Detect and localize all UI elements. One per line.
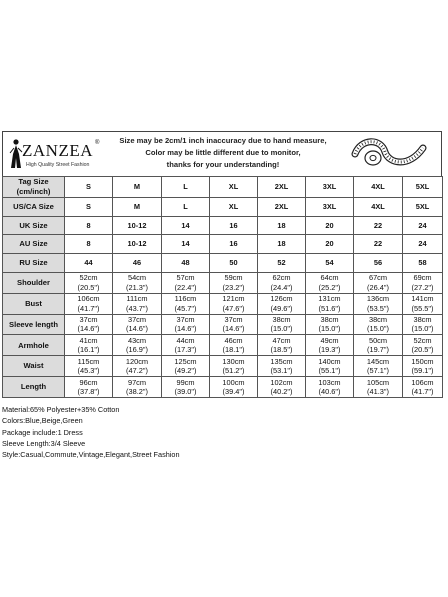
size-chart-table	[2, 176, 443, 398]
measure-cm: 96cm	[79, 377, 98, 387]
table-cell	[403, 314, 443, 335]
table-cell	[113, 356, 162, 377]
table-cell: 16	[210, 216, 258, 235]
size-column-header: 3XL	[306, 177, 354, 198]
measure-cm: 130cm	[222, 356, 245, 366]
measure-inch: (40.6")	[318, 387, 341, 397]
table-cell	[210, 272, 258, 293]
table-cell	[403, 335, 443, 356]
table-row	[3, 377, 443, 398]
measure-cm: 106cm	[411, 377, 434, 387]
table-cell	[162, 293, 210, 314]
table-cell	[354, 314, 403, 335]
table-cell: 56	[354, 254, 403, 273]
table-cell	[65, 314, 113, 335]
measure-inch: (15.0")	[411, 324, 434, 334]
table-cell	[258, 293, 306, 314]
measure-cm: 106cm	[77, 294, 100, 304]
table-cell	[65, 377, 113, 398]
table-cell	[65, 356, 113, 377]
table-row	[3, 197, 443, 216]
table-cell	[162, 377, 210, 398]
measure-cm: 97cm	[127, 377, 147, 387]
row-label: Bust	[3, 293, 65, 314]
table-cell	[65, 335, 113, 356]
table-cell	[65, 272, 113, 293]
measure-inch: (55.5")	[411, 303, 434, 313]
measure-cm: 126cm	[270, 294, 293, 304]
table-cell: 22	[354, 216, 403, 235]
table-cell	[210, 356, 258, 377]
table-cell: 14	[162, 216, 210, 235]
measure-cm: 57cm	[176, 273, 195, 283]
table-cell	[65, 293, 113, 314]
measure-inch: (39.4")	[222, 387, 245, 397]
table-cell	[162, 356, 210, 377]
table-cell	[162, 314, 210, 335]
measure-cm: 37cm	[176, 314, 195, 324]
table-cell: 24	[403, 216, 443, 235]
measure-inch: (39.0")	[174, 387, 197, 397]
measure-cm: 38cm	[272, 314, 291, 324]
table-cell	[258, 377, 306, 398]
measure-inch: (41.7")	[411, 387, 434, 397]
brand-name: ZANZEA	[22, 141, 93, 160]
measure-cm: 37cm	[79, 314, 98, 324]
table-cell: 22	[354, 235, 403, 254]
table-cell	[354, 356, 403, 377]
measure-cm: 103cm	[318, 377, 341, 387]
table-cell	[306, 314, 354, 335]
table-cell: 18	[258, 216, 306, 235]
size-column-header: L	[162, 177, 210, 198]
measure-inch: (37.8")	[77, 387, 100, 397]
table-cell: 16	[210, 235, 258, 254]
size-column-header: S	[65, 177, 113, 198]
table-cell: 20	[306, 235, 354, 254]
table-cell	[210, 377, 258, 398]
table-cell: 2XL	[258, 197, 306, 216]
measure-inch: (14.6")	[174, 324, 197, 334]
measure-cm: 37cm	[224, 314, 243, 324]
measure-inch: (47.6")	[222, 303, 245, 313]
measure-inch: (21.3")	[126, 282, 148, 292]
spec-style: Style:Casual,Commute,Vintage,Elegant,Street Fashion	[2, 450, 180, 460]
row-label: US/CA Size	[3, 197, 65, 216]
table-cell	[403, 293, 443, 314]
measure-cm: 50cm	[368, 335, 388, 345]
product-specs	[2, 404, 180, 460]
measure-cm: 52cm	[79, 273, 98, 283]
table-cell	[403, 377, 443, 398]
measure-cm: 64cm	[320, 273, 339, 283]
measure-inch: (14.6")	[126, 324, 148, 334]
table-cell	[113, 377, 162, 398]
table-cell	[210, 314, 258, 335]
measure-inch: (38.2")	[126, 387, 148, 397]
spec-package: Package include:1 Dress	[2, 427, 83, 437]
table-row	[3, 272, 443, 293]
table-cell	[403, 356, 443, 377]
table-cell: 10-12	[113, 216, 162, 235]
notice-line-1: Size may be 2cm/1 inch inaccuracy due to hand measure,	[119, 136, 327, 145]
measure-inch: (49.6")	[270, 303, 293, 313]
table-cell	[258, 272, 306, 293]
measure-inch: (41.3")	[367, 387, 389, 397]
measure-inch: (45.3")	[77, 366, 100, 376]
table-cell	[354, 293, 403, 314]
measure-cm: 111cm	[126, 294, 148, 304]
table-cell	[258, 335, 306, 356]
size-column-header: 5XL	[403, 177, 443, 198]
table-cell	[306, 377, 354, 398]
table-cell: 5XL	[403, 197, 443, 216]
measure-inch: (18.1")	[222, 345, 245, 355]
brand-logo	[9, 136, 105, 174]
brand-tagline: High Quality Street Fashion	[26, 162, 90, 168]
measure-inch: (26.4")	[367, 282, 389, 292]
measure-inch: (15.0")	[318, 324, 341, 334]
measure-cm: 46cm	[224, 335, 243, 345]
measure-cm: 145cm	[366, 356, 390, 366]
table-cell: 8	[65, 235, 113, 254]
table-row	[3, 235, 443, 254]
measure-cm: 38cm	[320, 314, 339, 324]
table-cell: 20	[306, 216, 354, 235]
row-label: AU Size	[3, 235, 65, 254]
row-label: Waist	[3, 356, 65, 377]
registered-mark: ®	[95, 140, 100, 146]
table-cell: 54	[306, 254, 354, 273]
measure-inch: (24.4")	[270, 282, 293, 292]
measure-inch: (53.5")	[367, 303, 389, 313]
table-cell: 44	[65, 254, 113, 273]
row-label: Sleeve length	[3, 314, 65, 335]
measure-inch: (20.5")	[77, 282, 100, 292]
table-cell: 46	[113, 254, 162, 273]
measure-inch: (45.7")	[174, 303, 197, 313]
measure-inch: (41.7")	[77, 303, 100, 313]
measure-cm: 136cm	[366, 294, 390, 304]
table-cell: 52	[258, 254, 306, 273]
measure-inch: (14.6")	[222, 324, 245, 334]
measure-inch: (53.1")	[270, 366, 293, 376]
row-label: Shoulder	[3, 272, 65, 293]
table-cell	[354, 377, 403, 398]
measure-cm: 121cm	[222, 294, 245, 304]
measure-inch: (18.5")	[270, 345, 293, 355]
row-label: Length	[3, 377, 65, 398]
table-row	[3, 356, 443, 377]
measure-cm: 115cm	[77, 356, 100, 366]
size-column-header: XL	[210, 177, 258, 198]
measure-inch: (43.7")	[126, 303, 148, 313]
table-cell: 18	[258, 235, 306, 254]
table-cell: 4XL	[354, 197, 403, 216]
table-cell	[306, 356, 354, 377]
table-cell: XL	[210, 197, 258, 216]
spec-colors: Colors:Blue,Beige,Green	[2, 416, 83, 426]
table-cell: 58	[403, 254, 443, 273]
measure-inch: (14.6")	[77, 324, 100, 334]
measure-inch: (15.0")	[270, 324, 293, 334]
measure-inch: (23.2")	[222, 282, 245, 292]
spec-sleeve: Sleeve Length:3/4 Sleeve	[2, 438, 86, 448]
table-cell	[306, 293, 354, 314]
measure-inch: (15.0")	[367, 324, 389, 334]
measure-cm: 47cm	[272, 335, 291, 345]
measure-cm: 105cm	[366, 377, 390, 387]
size-column-header: 4XL	[354, 177, 403, 198]
measure-cm: 59cm	[224, 273, 243, 283]
table-cell	[306, 272, 354, 293]
measure-cm: 44cm	[176, 335, 195, 345]
measure-inch: (49.2")	[174, 366, 197, 376]
table-header-row	[3, 177, 443, 198]
table-cell: M	[113, 197, 162, 216]
measure-cm: 141cm	[411, 294, 434, 304]
measure-inch: (20.5")	[411, 345, 434, 355]
measure-cm: 120cm	[125, 356, 149, 366]
table-cell: L	[162, 197, 210, 216]
table-cell: 48	[162, 254, 210, 273]
measure-inch: (22.4")	[174, 282, 197, 292]
measure-inch: (55.1")	[318, 366, 341, 376]
table-cell	[113, 293, 162, 314]
measure-inch: (59.1")	[411, 366, 434, 376]
measure-cm: 52cm	[413, 335, 432, 345]
measure-cm: 67cm	[368, 273, 388, 283]
measure-inch: (19.3")	[318, 345, 341, 355]
measure-cm: 49cm	[320, 335, 339, 345]
measure-cm: 135cm	[270, 356, 293, 366]
table-row	[3, 293, 443, 314]
notice-line-3: thanks for your understanding!	[166, 160, 280, 169]
table-row	[3, 254, 443, 273]
table-cell	[306, 335, 354, 356]
table-cell: 14	[162, 235, 210, 254]
size-chart-header	[2, 131, 442, 177]
table-cell: 50	[210, 254, 258, 273]
table-cell	[162, 272, 210, 293]
measure-cm: 150cm	[411, 356, 434, 366]
measure-cm: 62cm	[272, 273, 291, 283]
measurement-notice	[103, 135, 343, 171]
measure-cm: 43cm	[127, 335, 147, 345]
table-cell	[354, 272, 403, 293]
measure-cm: 38cm	[413, 314, 432, 324]
measure-cm: 125cm	[174, 356, 197, 366]
measure-cm: 41cm	[79, 335, 98, 345]
measure-cm: 102cm	[270, 377, 293, 387]
row-label: RU Size	[3, 254, 65, 273]
measure-cm: 69cm	[413, 273, 432, 283]
measure-inch: (57.1")	[367, 366, 389, 376]
measuring-tape-icon	[351, 134, 431, 174]
tag-size-header: Tag Size (cm/inch)	[3, 177, 65, 198]
size-column-header: 2XL	[258, 177, 306, 198]
table-cell	[210, 335, 258, 356]
measure-inch: (51.2")	[222, 366, 245, 376]
notice-line-2: Color may be little different due to monitor,	[145, 148, 301, 157]
size-column-header: M	[113, 177, 162, 198]
measure-inch: (16.9")	[126, 345, 148, 355]
measure-cm: 116cm	[174, 294, 197, 304]
measure-cm: 99cm	[176, 377, 195, 387]
measure-inch: (27.2")	[411, 282, 434, 292]
measure-cm: 100cm	[222, 377, 245, 387]
table-row	[3, 216, 443, 235]
table-row	[3, 335, 443, 356]
table-cell	[162, 335, 210, 356]
spec-material: Material:65% Polyester+35% Cotton	[2, 405, 120, 414]
table-cell	[403, 272, 443, 293]
table-row	[3, 314, 443, 335]
table-cell: 3XL	[306, 197, 354, 216]
fashion-figure-icon	[9, 138, 23, 172]
table-cell	[354, 335, 403, 356]
measure-cm: 37cm	[127, 314, 147, 324]
measure-inch: (19.7")	[367, 345, 389, 355]
measure-cm: 38cm	[368, 314, 388, 324]
table-cell	[113, 335, 162, 356]
measure-inch: (47.2")	[126, 366, 148, 376]
measure-cm: 131cm	[318, 294, 341, 304]
measure-inch: (40.2")	[270, 387, 293, 397]
table-cell: S	[65, 197, 113, 216]
table-cell	[258, 356, 306, 377]
measure-inch: (16.1")	[77, 345, 100, 355]
table-cell: 8	[65, 216, 113, 235]
measure-inch: (25.2")	[318, 282, 341, 292]
table-cell	[258, 314, 306, 335]
table-cell: 24	[403, 235, 443, 254]
table-cell	[210, 293, 258, 314]
measure-inch: (51.6")	[318, 303, 341, 313]
measure-cm: 140cm	[318, 356, 341, 366]
row-label: UK Size	[3, 216, 65, 235]
row-label: Armhole	[3, 335, 65, 356]
table-cell	[113, 272, 162, 293]
measure-inch: (17.3")	[174, 345, 197, 355]
measure-cm: 54cm	[127, 273, 147, 283]
table-cell: 10-12	[113, 235, 162, 254]
table-cell	[113, 314, 162, 335]
